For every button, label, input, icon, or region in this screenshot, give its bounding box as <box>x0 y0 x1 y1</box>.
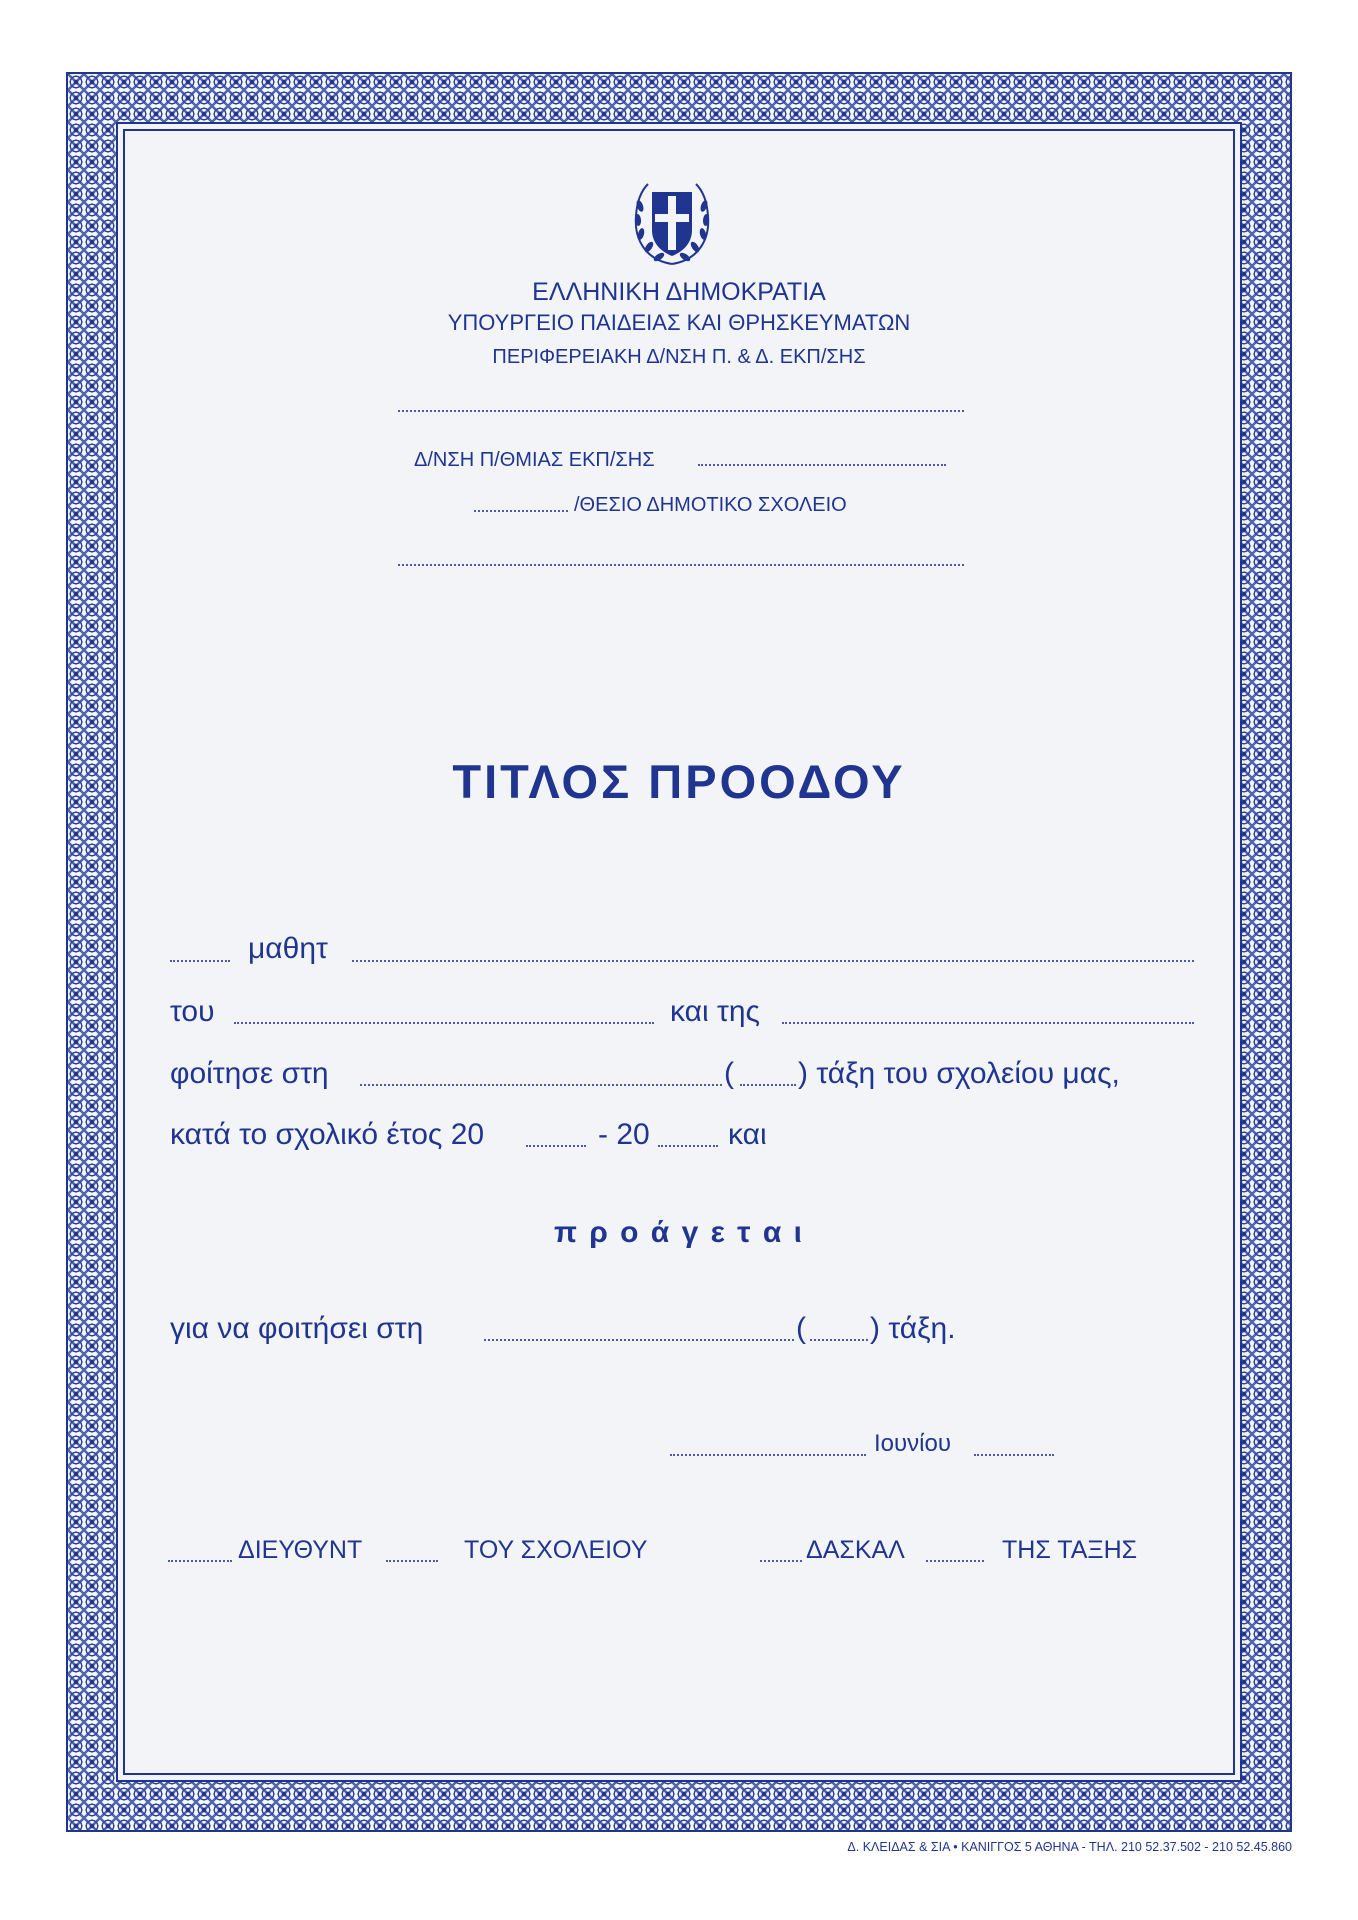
blank-year-start <box>526 1145 586 1147</box>
june-label: Ιουνίου <box>874 1430 951 1457</box>
blank-date-year <box>974 1454 1054 1456</box>
class-of-school-text: ) τάξη του σχολείου μας, <box>798 1057 1120 1090</box>
paren-open: ( <box>724 1057 734 1090</box>
and-text: και <box>728 1118 767 1151</box>
of-class-label: ΤΗΣ ΤΑΞΗΣ <box>1002 1536 1138 1564</box>
paren-open-2: ( <box>796 1312 806 1345</box>
blank-mother-name <box>782 1022 1194 1024</box>
attended-label: φοίτησε στη <box>170 1057 329 1090</box>
blank-student-prefix <box>170 960 230 962</box>
promoted-heading: π ρ ο ά γ ε τ α ι <box>553 1216 805 1249</box>
blank-school-number <box>474 510 568 512</box>
year-dash: - 20 <box>598 1118 650 1151</box>
blank-year-end <box>658 1145 718 1147</box>
blank-director-ending <box>386 1560 438 1562</box>
blank-next-class-words <box>484 1339 794 1341</box>
father-label: του <box>170 995 215 1028</box>
blank-teacher-ending <box>926 1560 984 1562</box>
school-year-label: κατά το σχολικό έτος 20 <box>170 1118 485 1151</box>
mother-label: και της <box>670 995 760 1028</box>
blank-father-name <box>234 1022 654 1024</box>
blank-school-name <box>398 564 964 566</box>
student-label: μαθητ <box>248 932 328 965</box>
greek-coat-of-arms-icon <box>632 176 712 268</box>
blank-director-article <box>168 1560 232 1562</box>
regional-directorate-heading: ΠΕΡΙΦΕΡΕΙΑΚΗ Δ/ΝΣΗ Π. & Δ. ΕΚΠ/ΣΗΣ <box>492 346 866 368</box>
publisher-footer: Δ. ΚΛΕΙΔΑΣ & ΣΙΑ • ΚΑΝΙΓΓΟΣ 5 ΑΘΗΝΑ - ΤΗΛ. 210 52.37.502 - 210 52.45.860 <box>847 1840 1292 1854</box>
blank-next-class-number <box>810 1339 868 1341</box>
class-end-text: ) τάξη. <box>870 1312 956 1345</box>
certificate-title: ΤΙΤΛΟΣ ΠΡΟΟΔΟΥ <box>452 755 906 808</box>
of-school-label: ΤΟΥ ΣΧΟΛΕΙΟΥ <box>464 1536 648 1564</box>
teacher-label: ΔΑΣΚΑΛ <box>806 1536 905 1564</box>
republic-heading: ΕΛΛΗΝΙΚΗ ΔΗΜΟΚΡΑΤΙΑ <box>532 278 826 306</box>
to-attend-label: για να φοιτήσει στη <box>170 1312 424 1345</box>
blank-student-name <box>352 960 1194 962</box>
blank-teacher-article <box>760 1560 802 1562</box>
blank-directorate-name <box>698 464 946 466</box>
ministry-heading: ΥΠΟΥΡΓΕΙΟ ΠΑΙΔΕΙΑΣ ΚΑΙ ΘΡΗΣΚΕΥΜΑΤΩΝ <box>447 310 911 335</box>
blank-place-day <box>670 1454 866 1456</box>
director-label: ΔΙΕΥΘΥΝΤ <box>238 1536 363 1564</box>
blank-regional-name <box>398 410 964 412</box>
school-label: /ΘΕΣΙΟ ΔΗΜΟΤΙΚΟ ΣΧΟΛΕΙΟ <box>574 494 847 516</box>
blank-class-number <box>740 1084 796 1086</box>
directorate-label: Δ/ΝΣΗ Π/ΘΜΙΑΣ ΕΚΠ/ΣΗΣ <box>414 449 655 471</box>
blank-class-words <box>360 1084 722 1086</box>
